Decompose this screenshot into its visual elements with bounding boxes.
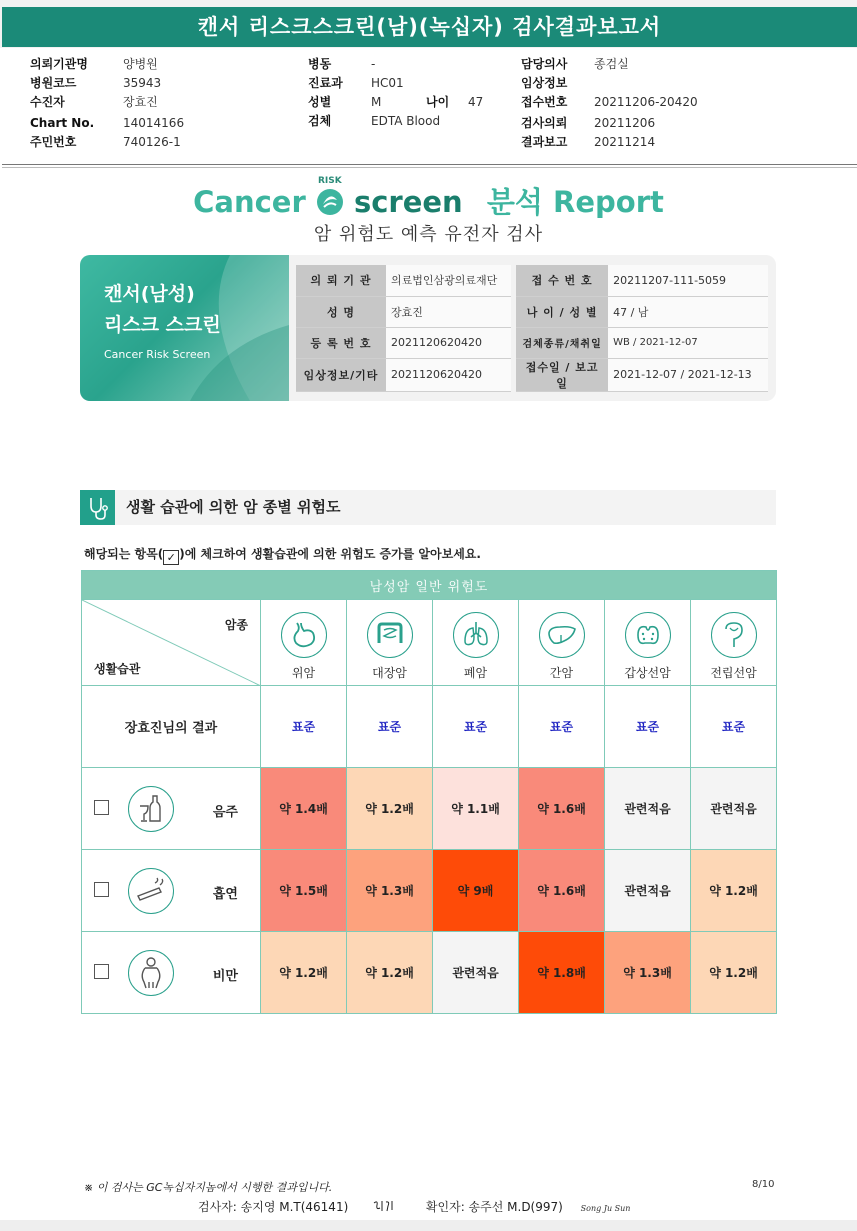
note-text-after: )에 체크하여 생활습관에 의한 위험도 증가를 알아보세요. [179,547,481,561]
info-key: 접 수 번 호 [516,265,608,296]
info-value: 의료법인삼광의료재단 [386,265,511,296]
risk-cell: 약 1.8배 [519,932,605,1014]
header-col1 [30,55,184,152]
risk-cell: 약 1.1배 [433,768,519,850]
risk-logo-icon [315,176,345,217]
value-test-request: 20211206 [594,116,656,130]
info-key: 검체종류/채취일 [516,327,608,358]
risk-cell: 약 1.6배 [519,768,605,850]
result-cell: 표준 [433,686,519,768]
corner-label-cancer: 암종 [224,618,248,632]
value-receipt-no: 20211206-20420 [594,95,698,109]
lung-icon [453,612,499,658]
stethoscope-icon [80,490,115,525]
risk-cell: 약 1.5배 [261,850,347,932]
footer-note: ※ 이 검사는 GC녹십자지놈에서 시행한 결과입니다. [84,1181,333,1194]
result-row [82,686,777,768]
divider-top [2,164,857,165]
result-cell: 표준 [519,686,605,768]
info-value: WB / 2021-12-07 [608,327,768,358]
risk-cell: 약 1.2배 [347,932,433,1014]
cancer-header-thyroid [605,600,691,686]
risk-cell: 약 1.2배 [347,768,433,850]
result-cell: 표준 [261,686,347,768]
label-test-request: 검사의뢰 [521,116,568,130]
value-patient: 장효진 [123,95,158,109]
result-cell: 표준 [691,686,777,768]
card-title-1: 캔서(남성) [104,283,195,305]
label-clinical-info: 임상정보 [521,76,568,90]
cancer-header-colon [347,600,433,686]
info-key: 성 명 [296,296,386,327]
header-col3 [521,55,698,152]
alcohol-icon [128,786,174,832]
page-number: 8/10 [752,1179,775,1190]
risk-cell: 약 1.6배 [519,850,605,932]
card-title-2: 리스크 스크린 [104,314,221,336]
habit-row-alcohol [82,768,777,850]
value-hospital-code: 35943 [123,76,162,90]
label-age: 나이 [426,95,450,109]
result-cell: 표준 [605,686,691,768]
info-value: 2021-12-07 / 2021-12-13 [608,358,768,391]
cancer-header-lung [433,600,519,686]
habit-label: 음주 [212,805,238,820]
info-key: 접수일 / 보고일 [516,358,608,391]
risk-logo-label: RISK [318,176,342,186]
risk-cell: 약 1.3배 [347,850,433,932]
info-value: 20211207-111-5059 [608,265,768,296]
confirmer-signature: Song Ju Sun [580,1204,631,1213]
obesity-icon [128,950,174,996]
risk-cell: 관련적음 [605,850,691,932]
divider-top-2 [2,167,857,168]
cancer-label: 간암 [549,666,574,680]
habit-label: 흡연 [212,887,238,902]
risk-cell: 관련적음 [433,932,519,1014]
result-row-label: 장효진님의 결과 [82,686,261,768]
liver-icon [539,612,585,658]
obesity-checkbox[interactable] [94,964,109,979]
value-ward: - [371,57,376,71]
habit-cell-smoking [82,850,261,932]
value-physician: 종검실 [594,57,629,71]
brand-subtitle: 암 위험도 예측 유전자 검사 [313,224,544,245]
info-row [296,265,768,296]
info-key: 의 뢰 기 관 [296,265,386,296]
value-sex: M [371,95,382,109]
label-result-report: 결과보고 [521,135,568,149]
label-department: 진료과 [308,76,343,90]
info-key: 임상정보/기타 [296,358,386,391]
confirmer: 확인자: 송주선 M.D(997) [425,1200,563,1214]
brand-word-report: 분석 Report [486,185,664,219]
habit-label: 비만 [212,969,238,984]
table-corner [82,600,261,686]
risk-cell: 약 1.3배 [605,932,691,1014]
info-key: 나 이 / 성 별 [516,296,608,327]
value-specimen: EDTA Blood [371,114,441,128]
risk-cell: 약 1.2배 [691,850,777,932]
label-chart-no: Chart No. [30,116,95,130]
instruction-note [84,545,481,565]
info-key: 등 록 번 호 [296,327,386,358]
habit-row-smoking [82,850,777,932]
value-resident-no: 740126-1 [123,135,181,149]
risk-cell: 약 1.2배 [261,932,347,1014]
checkmark-icon: ✓ [163,550,179,565]
examiner: 검사자: 송지영 M.T(46141) [198,1200,349,1214]
section-title: 생활 습관에 의한 암 종별 위험도 [126,498,341,516]
info-value: 2021120620420 [386,358,511,391]
risk-cell: 약 1.4배 [261,768,347,850]
risk-cell: 약 9배 [433,850,519,932]
label-ward: 병동 [308,57,332,71]
info-row [296,327,768,358]
colon-icon [367,612,413,658]
prostate-icon [711,612,757,658]
label-physician: 담당의사 [521,57,568,71]
label-hospital-code: 병원코드 [30,76,77,90]
value-age: 47 [468,95,484,109]
smoking-icon [128,868,174,914]
cancer-header-prostate [691,600,777,686]
value-department: HC01 [371,76,404,90]
table-header: 남성암 일반 위험도 [82,571,777,600]
habit-cell-alcohol [82,768,261,850]
info-value: 장효진 [386,296,511,327]
patient-info-card [80,255,776,401]
report-title: 캔서 리스크스크린(남)(녹십자) 검사결과보고서 [2,7,857,47]
cancer-label: 폐암 [463,666,488,680]
brand-title [0,176,857,221]
stomach-icon [281,612,327,658]
examiner-signature [372,1199,396,1213]
bottom-strip [0,1220,857,1231]
risk-table [81,570,777,1014]
info-row [296,358,768,391]
risk-cell: 약 1.2배 [691,932,777,1014]
brand-word-cancer: Cancer [193,185,306,219]
info-value: 2021120620420 [386,327,511,358]
risk-cell: 관련적음 [605,768,691,850]
alcohol-checkbox[interactable] [94,800,109,815]
cancer-label: 대장암 [372,666,407,680]
cancer-label: 위암 [291,666,316,680]
risk-cell: 관련적음 [691,768,777,850]
info-row [296,296,768,327]
card-banner [80,255,289,401]
brand-word-screen: screen [353,185,463,219]
note-text-before: 해당되는 항목( [84,547,164,561]
header-col2 [308,55,483,131]
section-heading [80,490,776,525]
cancer-label: 갑상선암 [624,666,671,680]
label-specimen: 검체 [308,114,332,128]
cancer-label: 전립선암 [710,666,757,680]
label-resident-no: 주민번호 [30,135,77,149]
value-result-report: 20211214 [594,135,656,149]
card-title-en: Cancer Risk Screen [104,348,211,361]
cancer-header-liver [519,600,605,686]
value-referring-org: 양병원 [123,57,158,71]
label-patient: 수진자 [30,95,65,109]
thyroid-icon [625,612,671,658]
footer-signatures [198,1198,634,1215]
habit-cell-obesity [82,932,261,1014]
cancer-header-stomach [261,600,347,686]
smoking-checkbox[interactable] [94,882,109,897]
info-value: 47 / 남 [608,296,768,327]
value-chart-no: 14014166 [123,116,185,130]
corner-label-habit: 생활습관 [94,662,141,676]
patient-info-table [296,265,768,392]
result-cell: 표준 [347,686,433,768]
label-referring-org: 의뢰기관명 [30,57,88,71]
label-receipt-no: 접수번호 [521,95,568,109]
habit-row-obesity [82,932,777,1014]
label-sex: 성별 [308,95,332,109]
